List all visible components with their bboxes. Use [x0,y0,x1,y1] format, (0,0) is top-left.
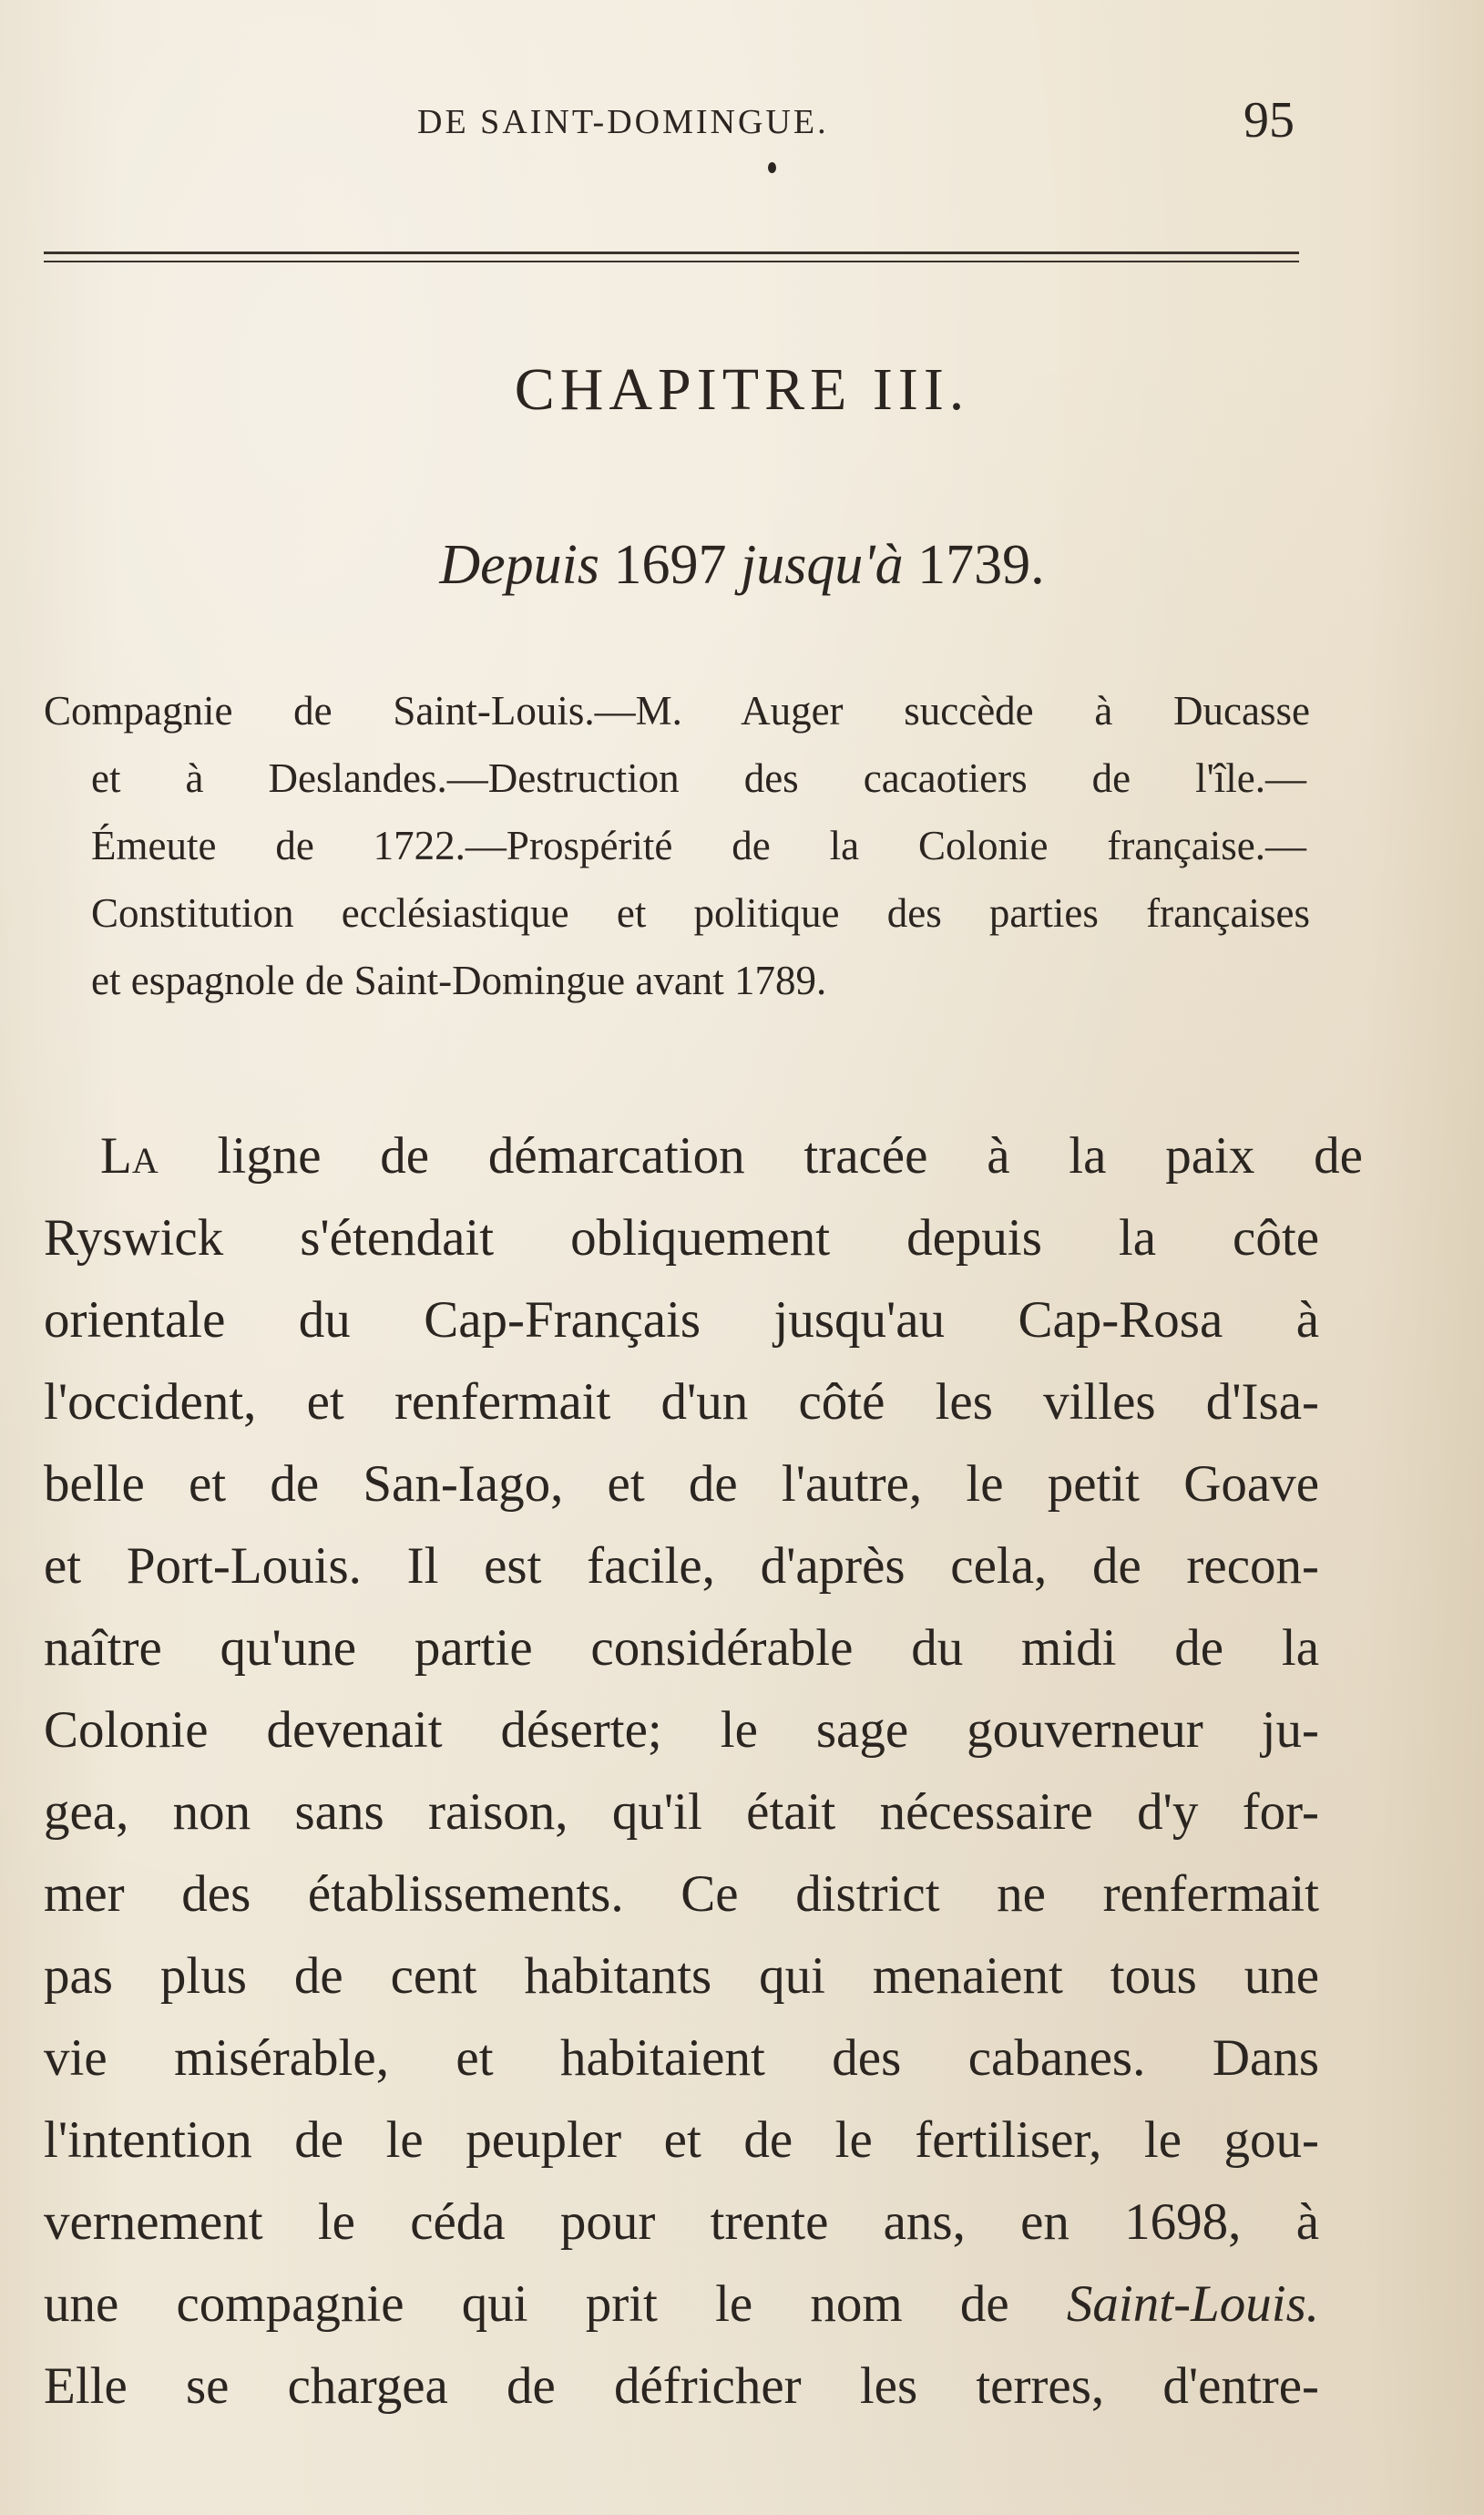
header-double-rule [44,252,1299,262]
body-line: Elle se chargea de défricher les terres, d'entre- [44,2357,1319,2415]
body-line: Colonie devenait déserte; le sage gouverneur ju- [44,1701,1319,1759]
page-number: 95 [1243,92,1295,149]
body-line: orientale du Cap-Français jusqu'au Cap-Rosa à [44,1291,1319,1349]
body-line: et Port-Louis. Il est facile, d'après cela, de recon- [44,1537,1319,1595]
first-line-rest: ligne de démarcation tracée à la paix de [158,1127,1363,1185]
period-start-year: 1697 [613,534,727,596]
period-prefix: Depuis [439,534,600,596]
body-line: Ryswick s'étendait obliquement depuis la côte [44,1209,1319,1267]
company-line-prefix: une compagnie qui prit le nom de [44,2275,1009,2333]
chapter-title: CHAPITRE III. [514,356,970,423]
running-title: DE SAINT-DOMINGUE. [417,103,829,141]
body-line-first [100,1127,1363,1185]
body-line: mer des établissements. Ce district ne renfermait [44,1865,1319,1923]
summary-line: Émeute de 1722.—Prospérité de la Colonie française.— [91,823,1306,868]
body-line: naître qu'une partie considérable du midi de la [44,1619,1319,1677]
company-name: Saint-Louis. [1066,2275,1320,2333]
summary-line: et à Deslandes.—Destruction des cacaotiers de l'île.— [91,755,1306,801]
body-line: vernement le céda pour trente ans, en 1698, à [44,2193,1319,2251]
body-line: gea, non sans raison, qu'il était nécessaire d'y for- [44,1783,1319,1841]
body-line: belle et de San-Iago, et de l'autre, le petit Goave [44,1455,1319,1513]
body-line-company [44,2275,1320,2333]
ink-fleck [768,162,776,173]
period-mid: jusqu'à [741,534,904,596]
summary-line: Constitution ecclésiastique et politique des parties françaises [91,890,1310,936]
running-header [0,92,1484,153]
chapter-period [0,533,1484,598]
body-line: l'occident, et renfermait d'un côté les villes d'Isa- [44,1373,1319,1431]
body-line: pas plus de cent habitants qui menaient tous une [44,1947,1319,2005]
summary-line: Compagnie de Saint-Louis.—M. Auger succède à Ducasse [44,688,1310,734]
opening-word: La [100,1127,159,1185]
body-line: l'intention de le peupler et de le fertiliser, le gou- [44,2111,1319,2169]
summary-line: et espagnole de Saint-Domingue avant 1789. [91,958,827,1003]
body-line: vie misérable, et habitaient des cabanes. Dans [44,2029,1319,2087]
period-end-year: 1739. [917,534,1045,596]
